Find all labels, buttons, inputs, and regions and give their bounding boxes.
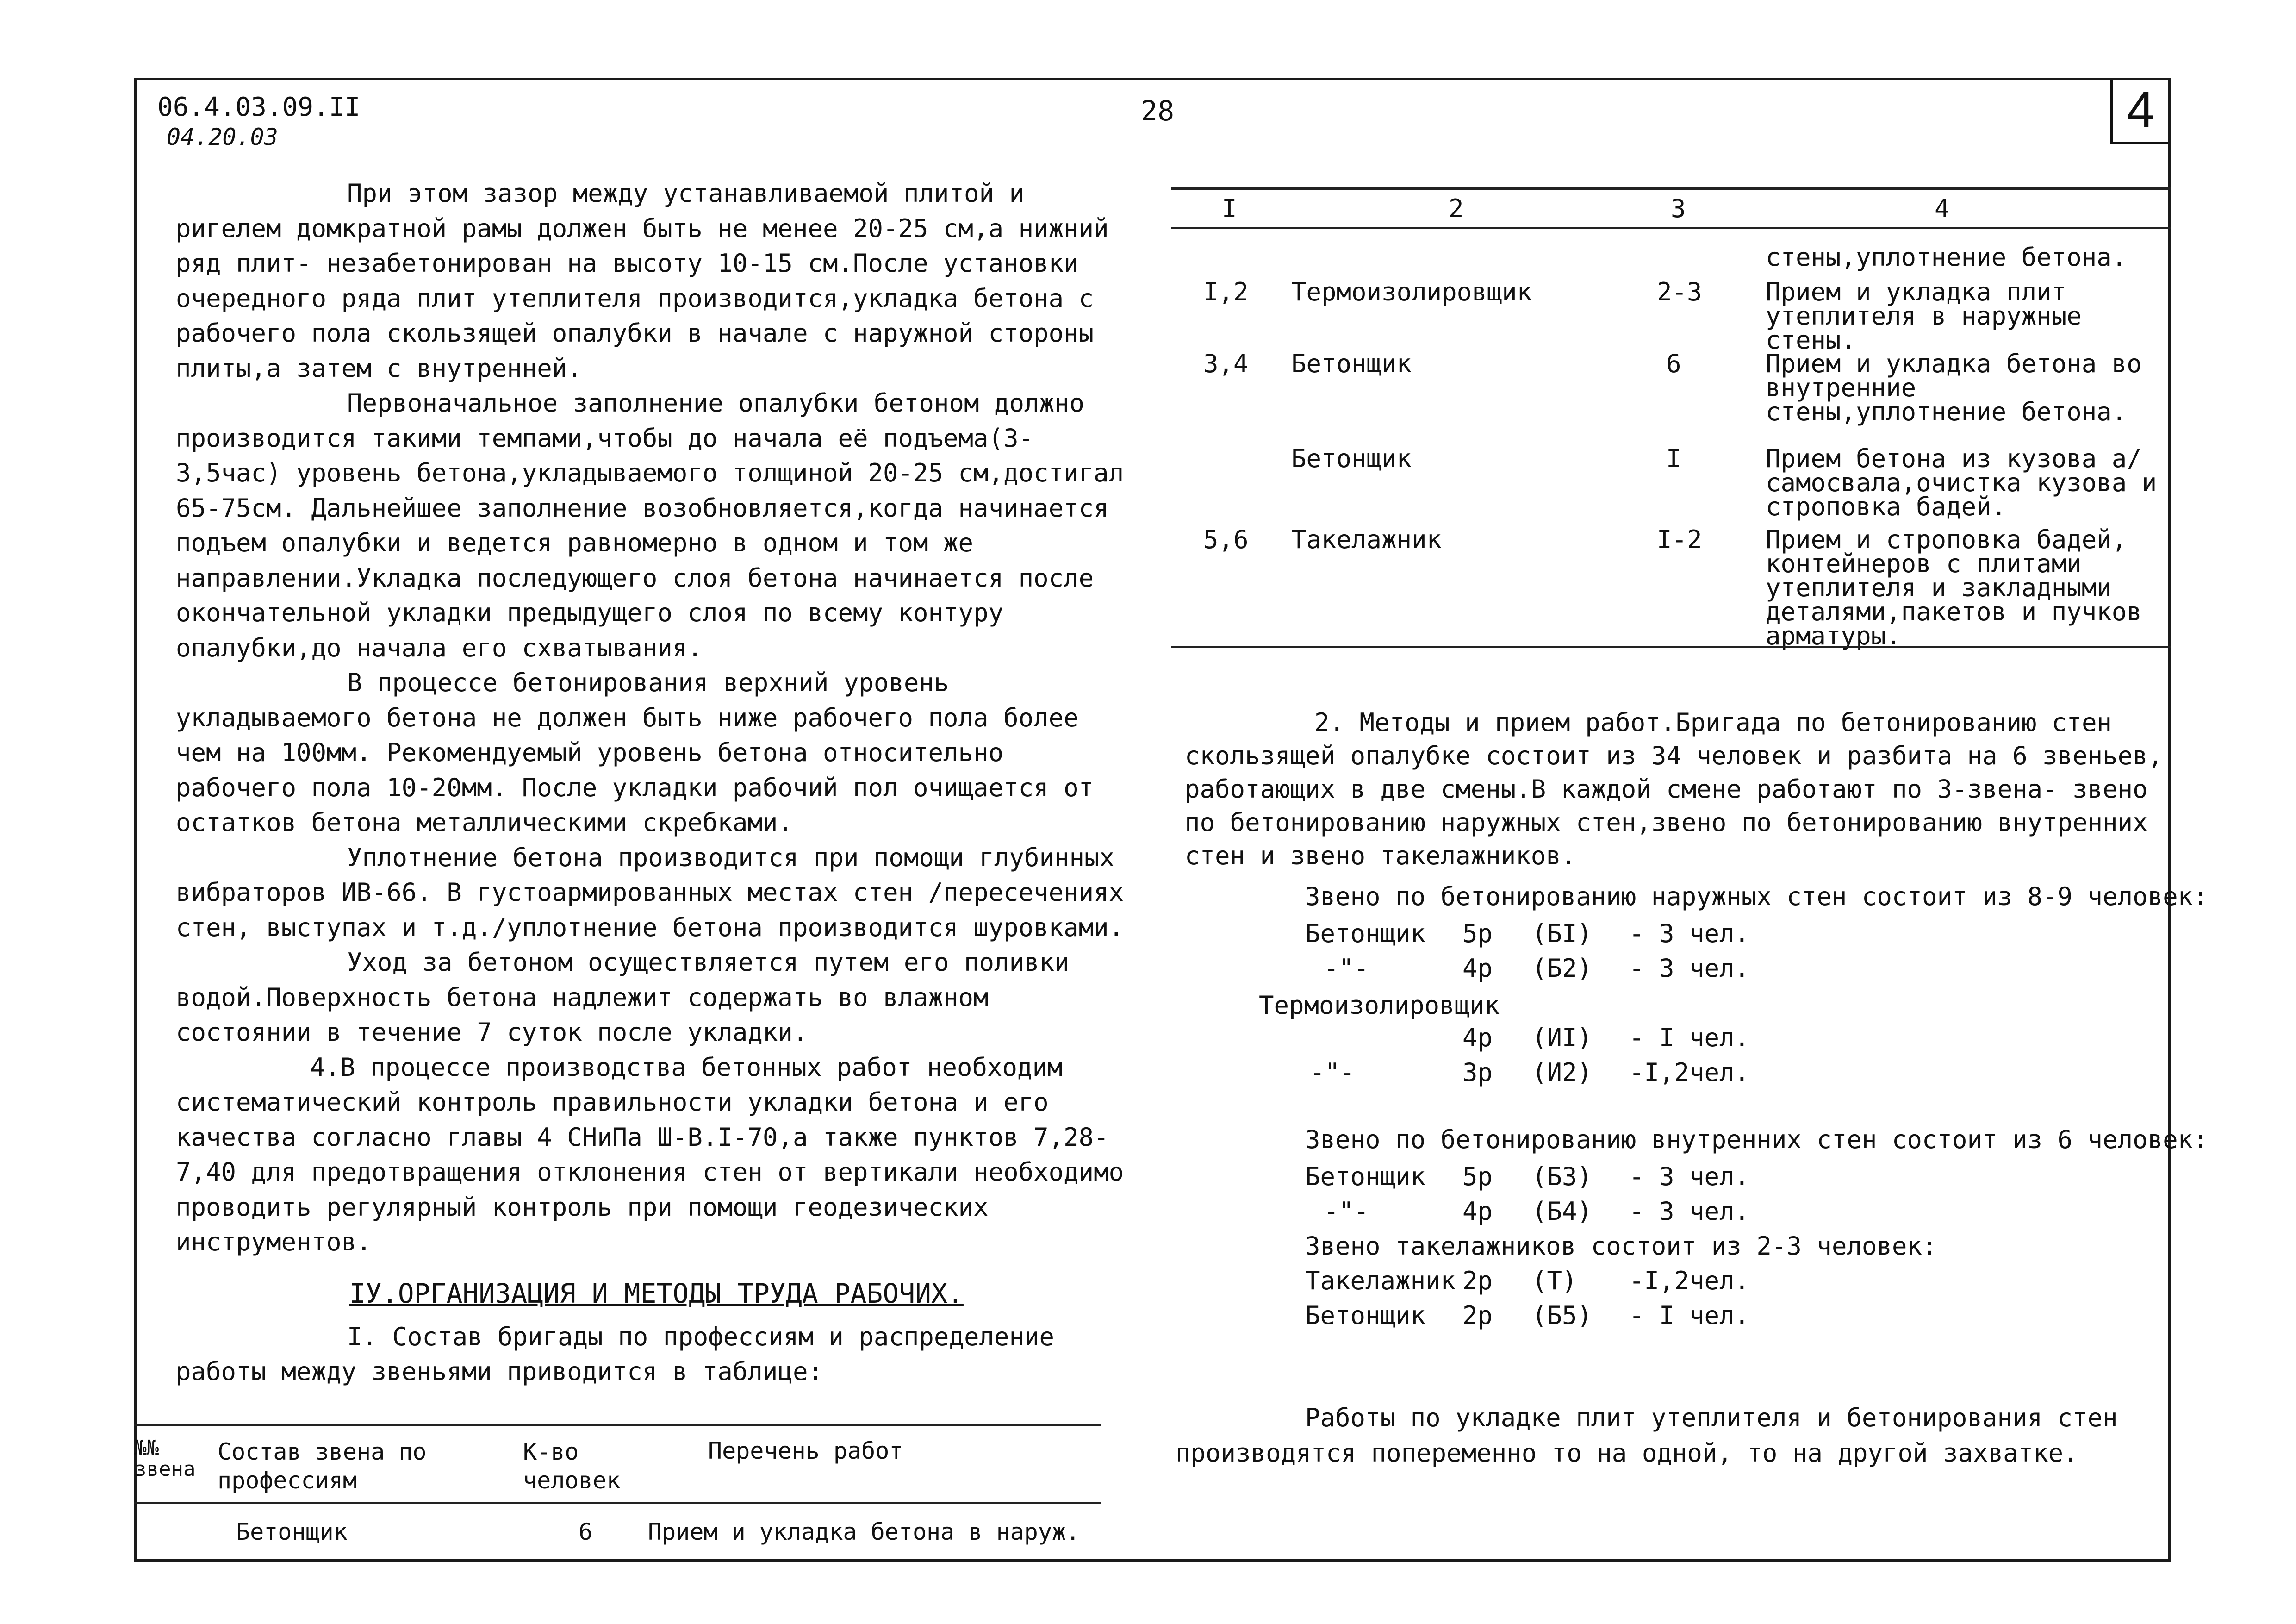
crew-line-qty: - 3 чел. <box>1629 1162 1750 1191</box>
row-count: 6 <box>579 1518 593 1545</box>
crew-line: -"- <box>1324 1197 1369 1226</box>
col-header-unit: №№ звена <box>134 1436 196 1481</box>
section-intro: I. Состав бригады по профессиям и распределение работы между звеньями приводится в таблице: <box>176 1322 1055 1386</box>
crew-line-qty: - 3 чел. <box>1629 1197 1750 1226</box>
row-3-count: I <box>1666 444 1681 473</box>
table-rule <box>1171 187 2171 190</box>
crew-line-code: (Т) <box>1532 1266 1577 1295</box>
paragraph-5: Уход за бетоном осуществляется путем его поливки водой.Поверхность бетона надлежит содержать во влажном состоянии в течение 7 суток после укладки. <box>176 948 1070 1047</box>
crew-line: Термоизолировщик <box>1259 991 1500 1020</box>
section-title: IУ.ОРГАНИЗАЦИЯ И МЕТОДЫ ТРУДА РАБОЧИХ. <box>349 1278 964 1309</box>
row-1-work: Прием и укладка плит утеплителя в наружные стены. <box>1766 277 2082 355</box>
left-column-text <box>176 176 1129 1260</box>
paragraph-4: Уплотнение бетона производится при помощи глубинных вибраторов ИВ-66. В густоармированных местах стен /пересечениях стен, выступах и т.д./уплотнение бетона производится шуровками. <box>176 843 1124 942</box>
crew-line-code: (И2) <box>1532 1058 1593 1087</box>
crew-line-qty: -I,2чел. <box>1629 1058 1750 1087</box>
row-1-prof: Термоизолировщик <box>1291 277 1532 306</box>
rig-crew-heading: Звено такелажников состоит из 2-3 человек: <box>1305 1231 1937 1261</box>
page-number: 28 <box>1141 95 1175 127</box>
crew-line-qty: - 3 чел. <box>1629 954 1750 983</box>
crew-line-code: (БI) <box>1532 919 1593 948</box>
code-line-2: 04.20.03 <box>167 124 278 150</box>
crew-line-grade: 4р <box>1462 1197 1493 1226</box>
crew-line-grade: 2р <box>1462 1266 1493 1295</box>
crew-line-code: (Б4) <box>1532 1197 1593 1226</box>
crew-line-qty: -I,2чел. <box>1629 1266 1750 1295</box>
outer-crew-heading: Звено по бетонированию наружных стен состоит из 8-9 человек: <box>1305 882 2208 911</box>
table-rule <box>1171 646 2171 648</box>
row-2-prof: Бетонщик <box>1291 349 1412 378</box>
col-header-composition: Состав звена по профессиям <box>218 1438 427 1494</box>
paragraph-1: При этом зазор между устанавливаемой плитой и ригелем домкратной рамы должен быть не менее 20-25 см,а нижний ряд плит- незабетонирован на высоту 10-15 см.После установки очередного ряда плит утеплителя производится,укладка бетона с рабочего пола скользящей опалубки в начале с наружной стороны плиты,а затем с внутренней. <box>176 179 1109 383</box>
row-1-count: 2-3 <box>1657 277 1702 306</box>
crew-line-code: (Б5) <box>1532 1301 1593 1330</box>
crew-line-code: (Б3) <box>1532 1162 1593 1191</box>
col-header-4: 4 <box>1935 194 1950 223</box>
crew-line-code: (ИI) <box>1532 1023 1593 1052</box>
crew-line-qty: - I чел. <box>1629 1023 1750 1052</box>
row-work: Прием и укладка бетона в наруж. <box>648 1518 1080 1545</box>
paragraph-2: Первоначальное заполнение опалубки бетоном должно производится такими темпами,чтобы до начала её подъема(3-3,5час) уровень бетона,укладываемого толщиной 20-25 см,достигал 65-75см. Дальнейшее заполнение возобновляется,когда начинается подъем опалубки и ведется равномерно в одном и том же направлении.Укладка последующего слоя бетона начинается после окончательной укладки предыдущего слоя по всему контуру опалубки,до начала его схватывания. <box>176 388 1124 662</box>
row-2-work: Прием и укладка бетона во внутренние стены,уплотнение бетона. <box>1766 349 2142 426</box>
crew-line-qty: - 3 чел. <box>1629 919 1750 948</box>
right-column-text <box>1185 706 2171 873</box>
row-0-work: стены,уплотнение бетона. <box>1766 243 2127 272</box>
crew-line-qty: - I чел. <box>1629 1301 1750 1330</box>
row-3-prof: Бетонщик <box>1291 444 1412 473</box>
sheet-number: 4 <box>2110 80 2168 144</box>
final-paragraph: Работы по укладке плит утеплителя и бетонирования стен производятся попеременно то на одной, то на другой захватке. <box>1176 1403 2118 1468</box>
methods-paragraph: 2. Методы и прием работ.Бригада по бетонированию стен скользящей опалубке состоит из 34 человек и разбита на 6 звеньев, работающих в две смены.В каждой смене работают по 3-звена- звено по бетонированию наружных стен,звено по бетонированию внутренних стен и звено такелажников. <box>1185 708 2163 870</box>
row-4-work: Прием и строповка бадей, контейнеров с плитами утеплителя и закладными деталями,пакетов и пучков арматуры. <box>1766 525 2142 650</box>
table-rule <box>134 1424 1101 1426</box>
col-header-work: Перечень работ <box>708 1437 903 1464</box>
row-2-num: 3,4 <box>1203 349 1249 378</box>
row-3-work: Прием бетона из кузова а/самосвала,очистка кузова и строповка бадей. <box>1766 444 2157 521</box>
row-4-count: I-2 <box>1657 525 1702 554</box>
row-1-num: I,2 <box>1203 277 1249 306</box>
crew-line-grade: 4р <box>1462 1023 1493 1052</box>
crew-line: Такелажник <box>1305 1266 1456 1295</box>
inner-crew-heading: Звено по бетонированию внутренних стен состоит из 6 человек: <box>1305 1125 2208 1154</box>
crew-line-grade: 5р <box>1462 919 1493 948</box>
paragraph-3: В процессе бетонирования верхний уровень укладываемого бетона не должен быть ниже рабочего пола более чем на 100мм. Рекомендуемый уровень бетона относительно рабочего пола 10-20мм. После укладки рабочий пол очищается от остатков бетона металлическими скребками. <box>176 668 1094 837</box>
table-rule <box>134 1502 1101 1504</box>
crew-line-grade: 3р <box>1462 1058 1493 1087</box>
col-header-count: К-во человек <box>523 1438 621 1494</box>
crew-line: -"- <box>1324 954 1369 983</box>
crew-line: Бетонщик <box>1305 1301 1426 1330</box>
crew-line-grade: 4р <box>1462 954 1493 983</box>
document-code <box>157 93 360 152</box>
col-header-1: I <box>1222 194 1237 223</box>
table-rule <box>1171 227 2171 229</box>
paragraph-6: 4.В процессе производства бетонных работ необходим систематический контроль правильности укладки бетона и его качества согласно главы 4 СНиПа Ш-В.I-70,а также пунктов 7,28-7,40 для предотвращения отклонения стен от вертикали необходимо проводить регулярный контроль при помощи геодезических инструментов. <box>176 1052 1124 1256</box>
crew-line-grade: 5р <box>1462 1162 1493 1191</box>
crew-line-code: (Б2) <box>1532 954 1593 983</box>
row-4-num: 5,6 <box>1203 525 1249 554</box>
row-2-count: 6 <box>1666 349 1681 378</box>
col-header-3: 3 <box>1671 194 1686 223</box>
code-line-1: 06.4.03.09.II <box>157 92 361 122</box>
row-4-prof: Такелажник <box>1291 525 1442 554</box>
crew-line: Бетонщик <box>1305 919 1426 948</box>
row-profession: Бетонщик <box>236 1518 348 1545</box>
crew-line: Бетонщик <box>1305 1162 1426 1191</box>
crew-line: -"- <box>1310 1058 1355 1087</box>
col-header-2: 2 <box>1449 194 1464 223</box>
crew-line-grade: 2р <box>1462 1301 1493 1330</box>
